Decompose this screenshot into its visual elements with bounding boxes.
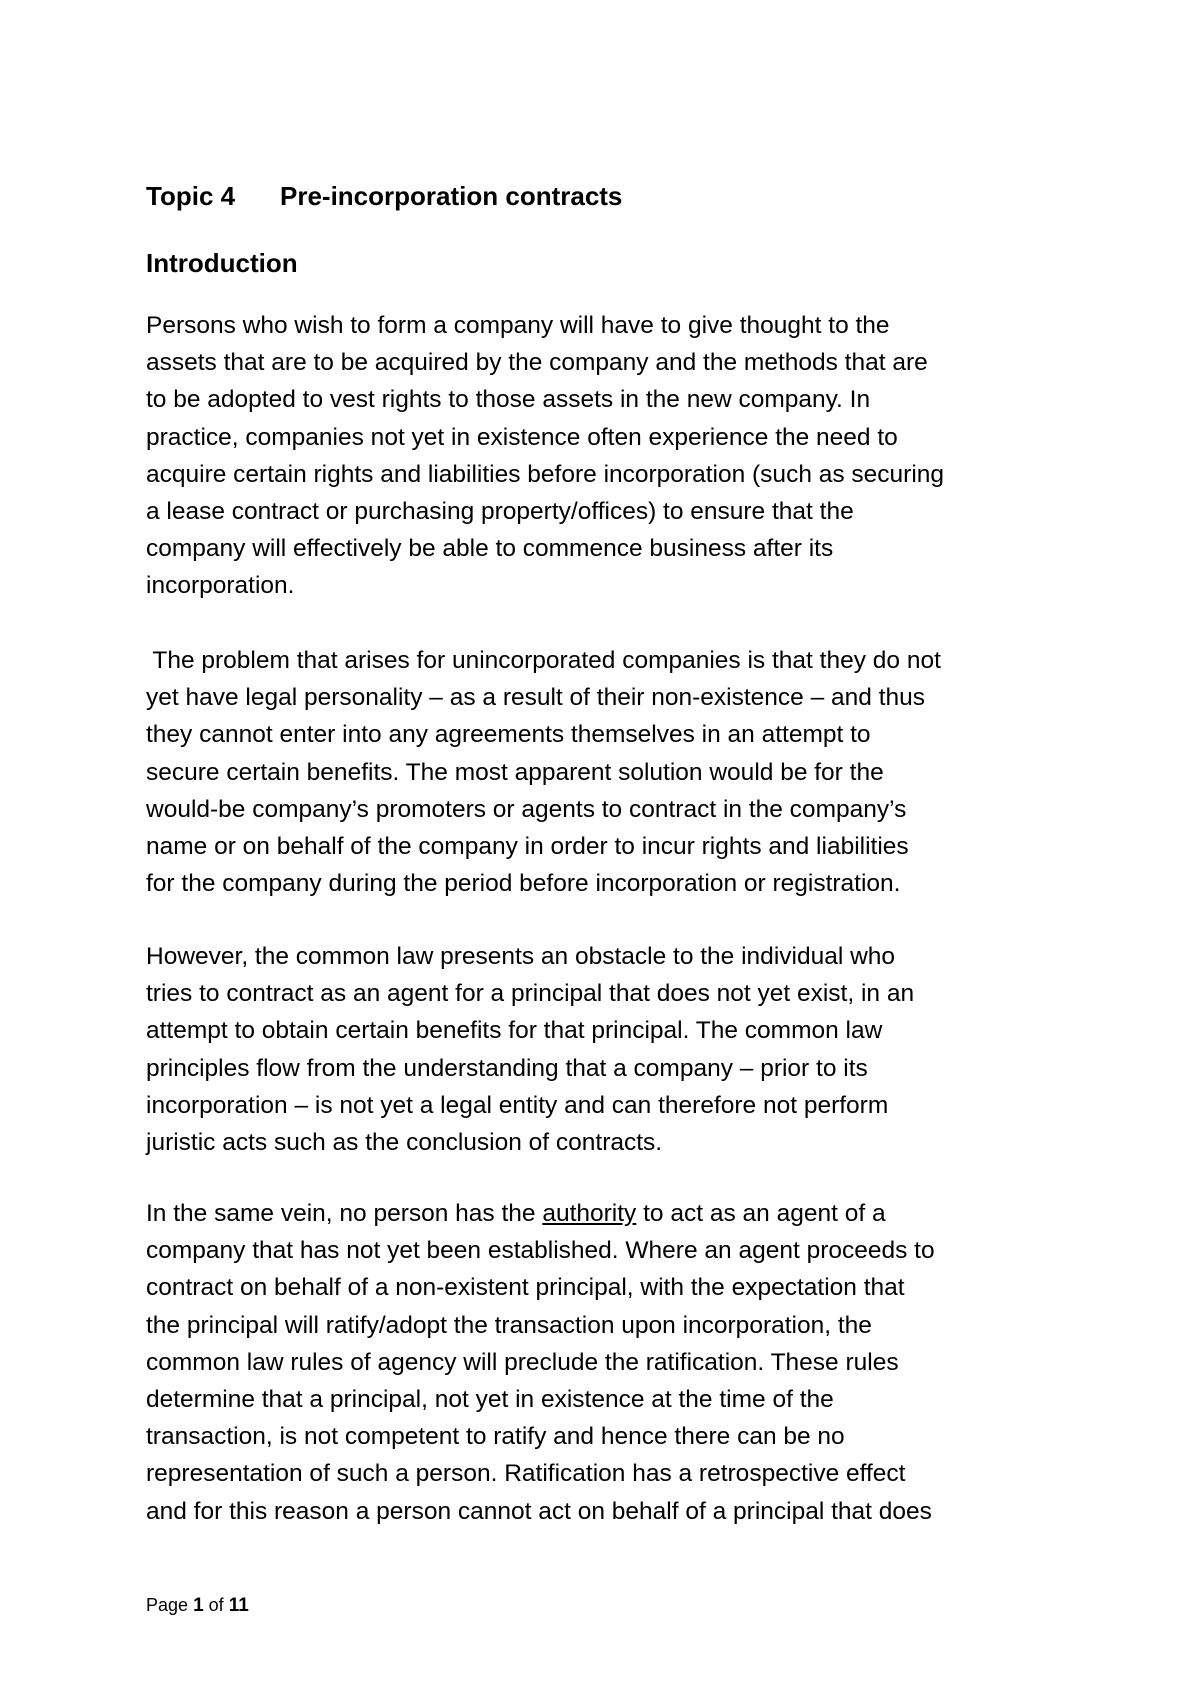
paragraph-line: representation of such a person. Ratification has a retrospective effect	[146, 1460, 906, 1488]
paragraph-line: incorporation.	[146, 572, 295, 600]
paragraph-2	[146, 642, 1086, 902]
paragraph-line: principles flow from the understanding that a company – prior to its	[146, 1054, 868, 1082]
paragraph-line: transaction, is not competent to ratify and hence there can be no	[146, 1423, 845, 1451]
paragraph-line: secure certain benefits. The most apparent solution would be for the	[146, 758, 884, 786]
page-label: Page	[146, 1595, 189, 1615]
authority-underlined: authority	[542, 1200, 637, 1227]
paragraph-line: yet have legal personality – as a result of their non-existence – and thus	[146, 684, 926, 712]
paragraph-line: Persons who wish to form a company will have to give thought to the	[146, 312, 890, 339]
topic-title: Pre-incorporation contracts	[280, 181, 623, 211]
paragraph-line: acquire certain rights and liabilities before incorporation (such as securing	[146, 460, 945, 488]
section-title: Introduction	[146, 248, 298, 278]
paragraph-line: and for this reason a person cannot act on behalf of a principal that does	[146, 1497, 932, 1525]
paragraph-1	[146, 307, 1086, 605]
paragraph-line: determine that a principal, not yet in existence at the time of the	[146, 1386, 834, 1414]
paragraph-line: However, the common law presents an obstacle to the individual who	[146, 943, 896, 970]
topic-heading	[146, 180, 622, 212]
page-number: 1	[193, 1595, 204, 1616]
paragraph-line: name or on behalf of the company in order to incur rights and liabilities	[146, 833, 909, 861]
paragraph-3	[146, 938, 1086, 1161]
paragraph-line: to be adopted to vest rights to those assets in the new company. In	[146, 386, 871, 414]
paragraph-line: company that has not yet been established. Where an agent proceeds to	[146, 1237, 935, 1265]
first-line-text: to act as an agent of a	[636, 1200, 886, 1227]
paragraph-line: tries to contract as an agent for a principal that does not yet exist, in an	[146, 980, 915, 1008]
paragraph-4	[146, 1195, 1086, 1530]
paragraph-line: common law rules of agency will preclude the ratification. These rules	[146, 1348, 899, 1376]
paragraph-line: for the company during the period before incorporation or registration.	[146, 870, 901, 898]
first-line-text: In the same vein, no person has the	[146, 1200, 543, 1227]
paragraph-line: company will effectively be able to commence business after its	[146, 535, 834, 563]
paragraph-line: The problem that arises for unincorporated companies is that they do not	[146, 647, 941, 674]
paragraph-line: they cannot enter into any agreements themselves in an attempt to	[146, 721, 871, 749]
paragraph-line: attempt to obtain certain benefits for that principal. The common law	[146, 1017, 883, 1045]
of-label: of	[208, 1595, 224, 1615]
page-footer	[146, 1594, 249, 1617]
paragraph-line: the principal will ratify/adopt the transaction upon incorporation, the	[146, 1311, 872, 1339]
paragraph-line: contract on behalf of a non-existent principal, with the expectation that	[146, 1274, 905, 1302]
paragraph-line: a lease contract or purchasing property/offices) to ensure that the	[146, 498, 854, 526]
total-pages: 11	[228, 1595, 249, 1616]
paragraph-line: juristic acts such as the conclusion of contracts.	[146, 1129, 663, 1157]
paragraph-line: incorporation – is not yet a legal entity and can therefore not perform	[146, 1091, 889, 1119]
paragraph-line: would-be company’s promoters or agents to contract in the company’s	[146, 795, 907, 823]
topic-number: Topic 4	[146, 181, 236, 211]
paragraph-line: assets that are to be acquired by the company and the methods that are	[146, 349, 928, 377]
paragraph-line: practice, companies not yet in existence often experience the need to	[146, 423, 898, 451]
paragraph-first-line	[146, 1195, 1086, 1232]
